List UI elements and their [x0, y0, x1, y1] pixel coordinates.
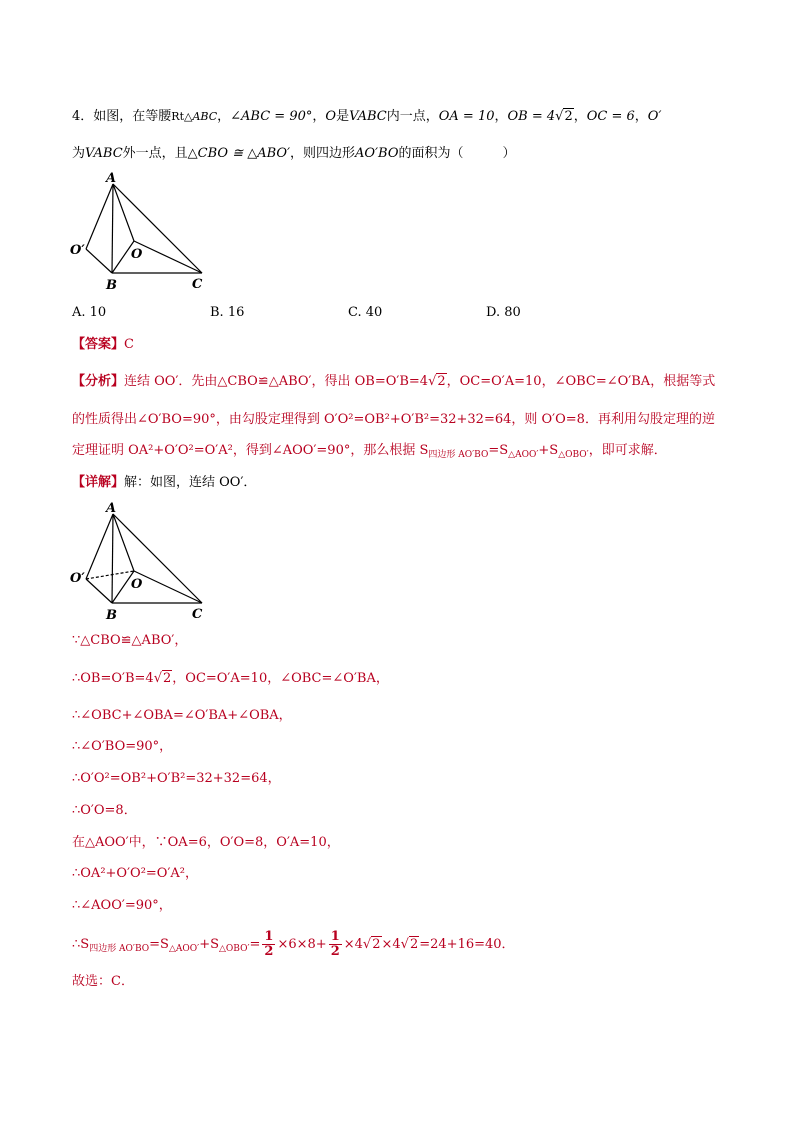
option-c: C. 40 — [348, 305, 383, 320]
fig1-edge-AO — [113, 184, 134, 241]
analysis-line-2: 的性质得出∠O′BO=90°，由勾股定理得到 O′O²=OB²+O′B²=32+32=64，则 O′O=8．再利用勾股定理的逆 — [72, 412, 715, 427]
analysis-line-1: 【分析】连结 OO′．先由△CBO≌△ABO′，得出 OB=O′B=4√2，OC=O′A=10，∠OBC=∠O′BA，根据等式 — [72, 374, 716, 389]
fig2-label-B: B — [106, 608, 117, 623]
step-10: $\therefore S_{四边形 AO'BO}=S_{\triangle AOO'}+S_{\triangle OBO'}=$ $\frac{1}{2}$ ×6×8+ $\frac{1}{2}$ ×4√2×4√2=24+16=40． — [72, 929, 515, 959]
fraction-half-2: $\frac{1}{2}$ — [330, 929, 340, 959]
question-line-2: 为VABC外一点，且△CBO ≅ △ABO′，则四边形AO′BO的面积为（ ） — [72, 146, 516, 161]
option-d: D. 80 — [486, 305, 521, 320]
fig1-label-Op: O′ — [70, 243, 85, 258]
fig1-label-O: O — [131, 247, 143, 262]
step-3: ∴∠OBC+∠OBA=∠O′BA+∠OBA， — [72, 708, 292, 723]
detail-line: 【详解】解：如图，连结 OO′． — [72, 475, 257, 490]
figure-2 — [66, 500, 216, 625]
analysis-label: 【分析】 — [72, 374, 125, 389]
question-line-1: 4．如图，在等腰Rt△ABC，∠ABC = 90°，O是VABC内一点，OA = 10，OB = 4√2，OC = 6，O′ — [72, 109, 662, 124]
fig2-edge-OC — [134, 571, 202, 603]
step-1: ∵△CBO≌△ABO′， — [72, 633, 188, 648]
step-11: 故选：C． — [72, 974, 134, 989]
option-b: B. 16 — [210, 305, 245, 320]
answer-value: C — [124, 337, 134, 352]
fig2-label-O: O — [131, 577, 143, 592]
step-2: ∴OB=O′B=4√2，OC=O′A=10，∠OBC=∠O′BA， — [72, 671, 389, 686]
fig2-edge-AOp — [86, 514, 113, 579]
fig1-edge-OpB — [86, 249, 112, 273]
fig1-edge-AC — [113, 184, 202, 273]
fig2-edge-AB — [112, 514, 113, 603]
fig1-edge-AB — [112, 184, 113, 273]
fig1-edge-AOp — [86, 184, 113, 249]
fig1-edge-OC — [134, 241, 202, 273]
fig2-edge-AO — [113, 514, 134, 571]
step-4: ∴∠O′BO=90°， — [72, 739, 173, 754]
fig1-label-B: B — [106, 278, 117, 293]
fig2-edge-OOp-dashed — [86, 571, 134, 579]
fig2-edge-AC — [113, 514, 202, 603]
step-5: ∴O′O²=OB²+O′B²=32+32=64， — [72, 771, 281, 786]
fig2-label-A: A — [106, 501, 117, 516]
step-8: ∴OA²+O′O²=O′A²， — [72, 866, 199, 881]
fig2-label-C: C — [192, 607, 203, 622]
fig2-label-Op: O′ — [70, 571, 85, 586]
analysis-line-3: 定理证明 OA²+O′O²=O′A²，得到∠AOO′=90°，那么根据 $S_{四边形 AO'BO}=S_{\triangle AOO'}+S_{\triangle OBO'}$，即可求解． — [72, 443, 667, 460]
figure-1 — [66, 170, 216, 295]
sqrt-symbol: √ — [555, 109, 564, 124]
step-7: 在△AOO′中，∵OA=6，O′O=8，O′A=10， — [72, 835, 340, 850]
fig1-label-A: A — [106, 171, 117, 186]
fig1-label-C: C — [192, 277, 203, 292]
answer-line — [72, 336, 134, 354]
fig2-edge-OpB — [86, 579, 112, 603]
answer-label: 【答案】 — [72, 337, 125, 352]
option-a: A. 10 — [72, 305, 107, 320]
fraction-half-1: $\frac{1}{2}$ — [264, 929, 274, 959]
step-6: ∴O′O=8． — [72, 803, 137, 818]
detail-label: 【详解】 — [72, 475, 125, 490]
step-9: ∴∠AOO′=90°， — [72, 898, 172, 913]
